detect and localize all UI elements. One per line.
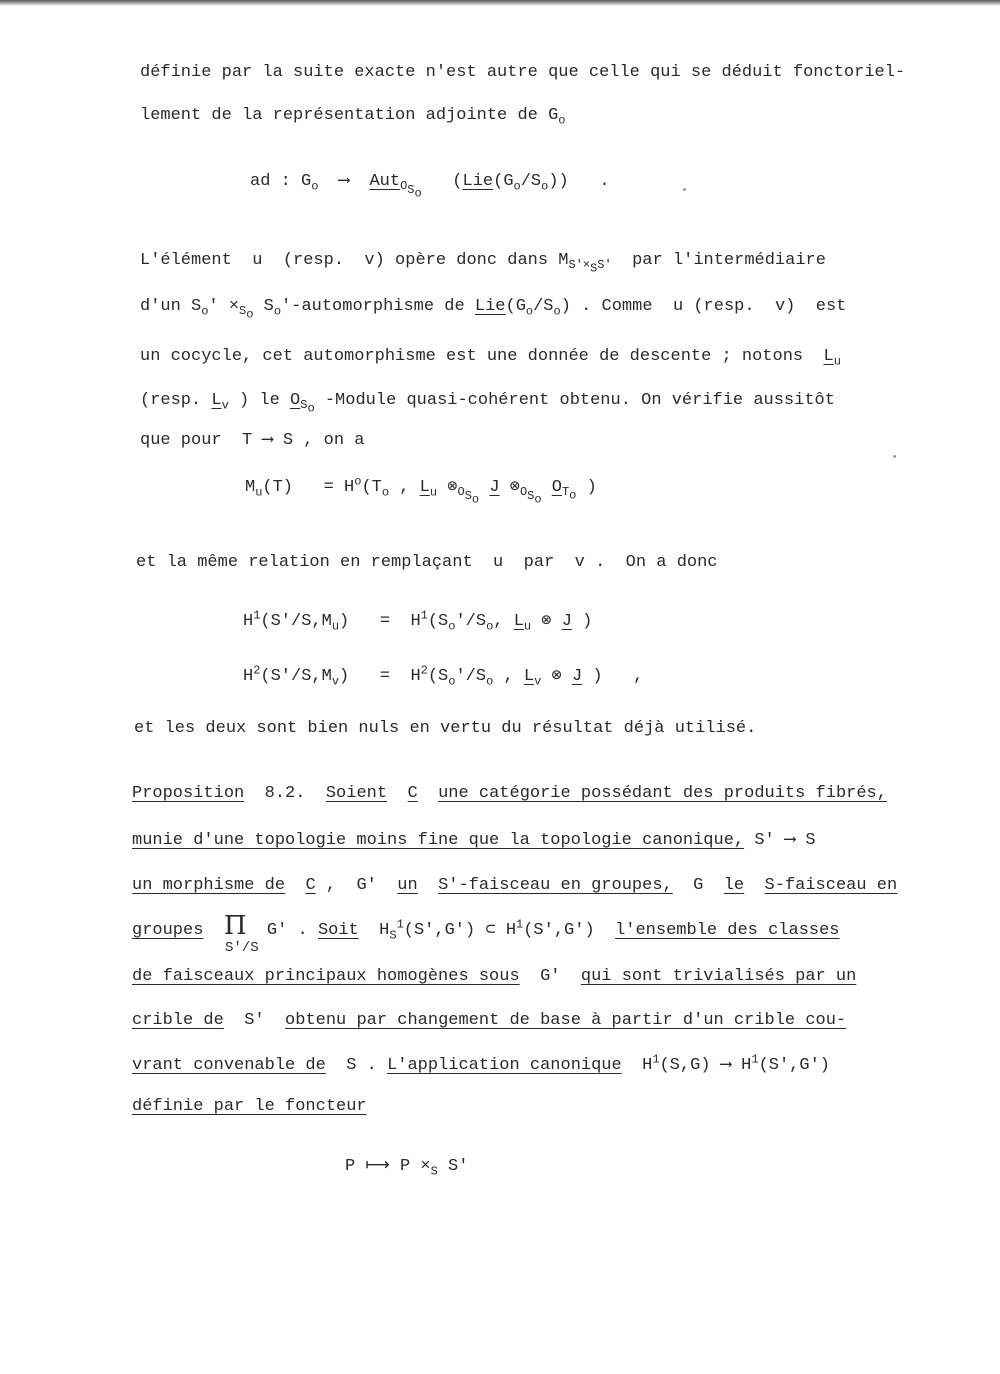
text-line-5: un cocycle, cet automorphisme est une donnée de descente ; notons $L_u$ [140, 347, 841, 369]
scan-edge [0, 0, 1000, 6]
product-index: S'/S [225, 940, 259, 956]
text-line-9: et les deux sont bien nuls en vertu du résultat déjà utilisé. [134, 719, 757, 738]
product-symbol: Π [223, 911, 247, 941]
text-line-7: que pour T ⟶ S , on a [140, 431, 365, 450]
proposition-line-8: définie par le foncteur [132, 1097, 367, 1116]
proposition-line-2: munie d'une topologie moins fine que la topologie canonique, S' ⟶ S [132, 831, 816, 850]
proposition-line-5: de faisceaux principaux homogènes sous G' qui sont trivialisés par un [132, 967, 857, 986]
text-line-2: lement de la représentation adjointe de $G_o$ [140, 106, 566, 128]
equation-h1: $H^1(S'/S,M_u) = H^1(S_o'/S_o$, $L_u$ ⊗ J ) [243, 608, 593, 634]
text-line-1: définie par la suite exacte n'est autre que celle qui se déduit fonctoriel- [140, 63, 906, 82]
proposition-line-3: un morphisme de C , G' un S'-faisceau en groupes, G le S-faisceau en [132, 876, 898, 895]
equation-ad: ad : $G_o$ ⟶ Aut$_{O_{S_o}}$ $(Lie(G_o/S_o))$ . [250, 172, 610, 201]
speck [683, 188, 686, 191]
proposition-line-7: vrant convenable de S . L'application canonique $H^1(S,G)$ ⟶ $H^1(S',G')$ [132, 1052, 830, 1075]
equation-mu: $M_u(T) = H^o(T_o$ , $L_u$ $\otimes_{O_{S_o}}$ J $\otimes_{O_{S_o}}$ $O_{T_o}$ ) [245, 474, 597, 507]
functor-map: P ⟼ $P \times_S$ S' [345, 1157, 469, 1179]
text-line-4: d'un $S_o' \times_{S_o}$ $S_o'$-automorphisme de $Lie(G_o/S_o)$ . Comme u (resp. v) est [140, 297, 847, 322]
proposition-line-1: Proposition 8.2. Soient C une catégorie possédant des produits fibrés, [132, 784, 887, 803]
proposition-line-6: crible de S' obtenu par changement de base à partir d'un crible cou- [132, 1011, 847, 1030]
text-line-3: L'élément u (resp. v) opère donc dans $M_{S'\times_SS'}$ par l'intermédiaire [140, 251, 826, 276]
proposition-line-4: groupes Π G' . Soit $H_S^1(S',G')$ ⊂ $H^1(S',G')$ l'ensemble des classes [132, 911, 840, 943]
equation-h2: $H^2(S'/S,M_v) = H^2(S_o'/S_o$ , $L_v$ ⊗ J ) , [243, 663, 644, 689]
text-line-8: et la même relation en remplaçant u par v . On a donc [136, 553, 718, 572]
text-line-6: (resp. $L_v$ ) le $O_{S_o}$ -Module quasi-cohérent obtenu. On vérifie aussitôt [140, 391, 835, 416]
speck [893, 455, 896, 458]
